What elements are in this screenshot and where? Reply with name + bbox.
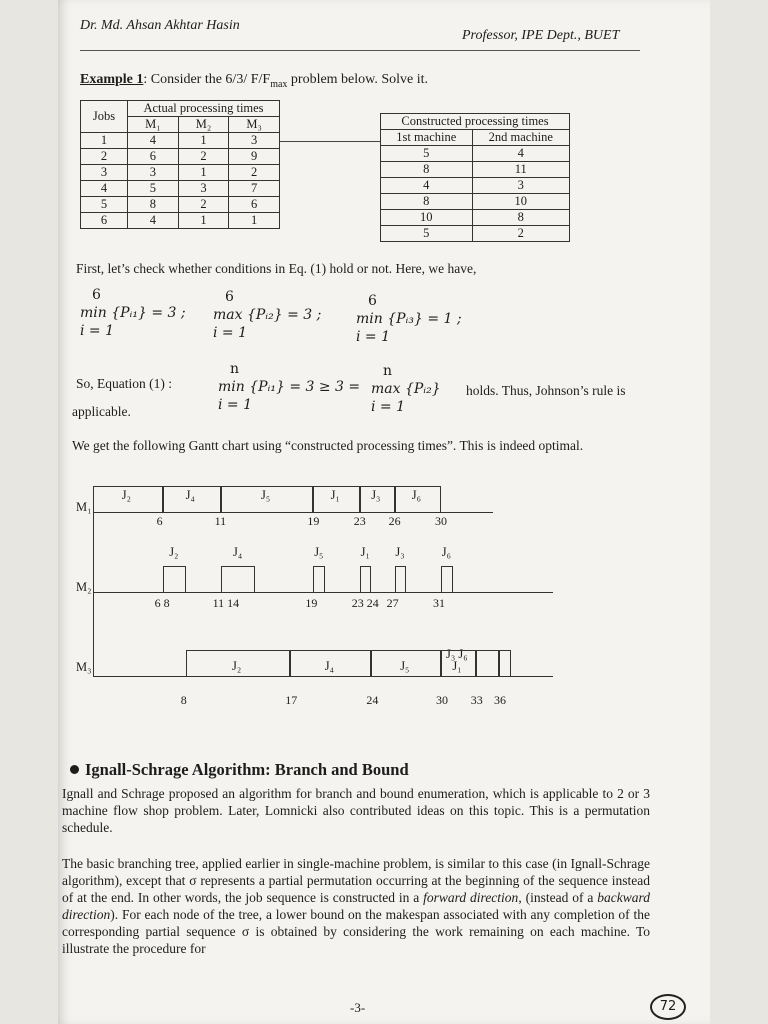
m3-baseline — [93, 676, 553, 677]
table-cell: 3 — [81, 165, 128, 181]
m2-time-tick: 19 — [305, 596, 318, 610]
table-cell: 9 — [229, 149, 280, 165]
m2-job-label: J₁ — [360, 545, 370, 559]
table-row — [381, 226, 570, 242]
table-cell: 3 — [472, 178, 569, 194]
table-cell: 1 — [178, 133, 229, 149]
table-row — [81, 181, 280, 197]
table-cell: 2 — [178, 197, 229, 213]
table-cell: 2 — [81, 149, 128, 165]
header-position: Professor, IPE Dept., BUET — [462, 28, 620, 43]
table-cell: 2 — [229, 165, 280, 181]
m1-time-tick: 19 — [307, 514, 320, 528]
m2-job-bar — [221, 566, 256, 592]
table-cell: 6 — [229, 197, 280, 213]
table-cell: 10 — [472, 194, 569, 210]
m3-job-label: J₅ — [400, 659, 410, 673]
m2-job-label: J₂ — [169, 545, 179, 559]
table-cell: 4 — [81, 181, 128, 197]
m3-job-label: J₁ — [452, 659, 462, 673]
math-eq-right: n max {Pᵢ₂} i = 1 — [371, 363, 441, 415]
table-cell: 2 — [472, 226, 569, 242]
example-label: Example 1 — [80, 72, 144, 87]
m2-time-tick: 23 24 — [351, 596, 379, 610]
m2-job-bar — [441, 566, 453, 592]
m1-time-tick: 30 — [435, 514, 447, 528]
eq-applicable-text: applicable. — [72, 404, 131, 419]
m1-time-tick: 23 — [353, 514, 366, 528]
m2-job-label: J₄ — [233, 545, 243, 559]
table-cell: 8 — [472, 210, 569, 226]
para-branching-tree: The basic branching tree, applied earlier in single-machine problem, is similar to this case (in Ignall-Schrage algorithm), except that σ represents a partial permutation occurring at the beginning of the sequence instead of at the end. In other words, the job sequence is constructed in a forward direction, (instead of a backward direction). For each node of the tree, a lower bound on the makespan associated with any completion of the corresponding partial sequence σ is obtained by considering the work remaining on each machine. To illustrate the procedure for — [62, 856, 650, 956]
header-author: Dr. Md. Ahsan Akhtar Hasin — [80, 18, 240, 33]
table-cell: 4 — [381, 178, 473, 194]
m1-job-label: J₅ — [261, 488, 271, 502]
table-cell: 7 — [229, 181, 280, 197]
col-m3: M₃ — [229, 117, 280, 133]
page-number: -3- — [350, 1000, 366, 1015]
m2-baseline — [93, 592, 553, 593]
table-cell: 3 — [178, 181, 229, 197]
para-gantt-intro: We get the following Gantt chart using “constructed processing times”. This is indeed optimal. — [72, 438, 584, 453]
m2-job-label: J₃ — [395, 545, 405, 559]
table-row — [381, 194, 570, 210]
table-cell: 1 — [178, 213, 229, 229]
table-cell: 2 — [178, 149, 229, 165]
m3-top-labels: J₃ J₆ — [446, 647, 468, 661]
table-cell: 8 — [128, 197, 179, 213]
para-check-conditions: First, let’s check whether conditions in Eq. (1) hold or not. Here, we have, — [76, 261, 477, 276]
table-cell: 4 — [472, 146, 569, 162]
math-max-p2: 6 max {Pᵢ₂} = 3 ; i = 1 — [213, 289, 322, 341]
header-rule — [80, 50, 640, 51]
table-row — [81, 165, 280, 181]
m2-job-bar — [360, 566, 372, 592]
table-row — [81, 133, 280, 149]
table-cell: 1 — [178, 165, 229, 181]
table-cell: 11 — [472, 162, 569, 178]
table-row — [81, 149, 280, 165]
handwritten-page-number: 72 — [650, 994, 686, 1020]
m2-time-tick: 11 14 — [212, 596, 240, 610]
m2-job-bar — [313, 566, 325, 592]
table-row — [81, 213, 280, 229]
eq-so-label: So, Equation (1) : — [76, 376, 172, 391]
table-cell: 1 — [229, 213, 280, 229]
table-row — [381, 178, 570, 194]
table-cell: 10 — [381, 210, 473, 226]
table-cell: 5 — [81, 197, 128, 213]
m2-time-tick: 6 8 — [154, 596, 170, 610]
table-cell: 8 — [381, 194, 473, 210]
example-statement: Example 1: Consider the 6/3/ $F/F_{max}$ problem below. Solve it. — [80, 72, 429, 90]
m1-job-label: J₄ — [185, 488, 195, 502]
table-cell: 3 — [229, 133, 280, 149]
gantt-origin-axis — [93, 500, 94, 676]
m2-job-bar — [395, 566, 407, 592]
table-row — [381, 146, 570, 162]
machine-label-m1: M₁ — [76, 500, 92, 514]
m3-time-tick: 33 — [470, 693, 483, 707]
table-connector-line — [280, 141, 380, 142]
table-cell: 6 — [81, 213, 128, 229]
m1-time-tick: 6 — [156, 514, 163, 528]
m1-time-tick: 11 — [214, 514, 227, 528]
machine-label-m3: M₃ — [76, 660, 92, 674]
m1-time-tick: 26 — [388, 514, 401, 528]
para-ignall-intro: Ignall and Schrage proposed an algorithm for branch and bound enumeration, which is applicable to 2 or 3 machine flow shop problem. Later, Lomnicki also contributed ideas on this topic. This is a permutation schedule. — [62, 786, 650, 835]
machine-label-m2: M₂ — [76, 580, 92, 594]
m3-job-label: J₄ — [324, 659, 335, 673]
math-min-p1: 6 min {Pᵢ₁} = 3 ; i = 1 — [80, 287, 186, 339]
table-cell: 6 — [128, 149, 179, 165]
constructed-times-table — [380, 113, 570, 242]
table-row — [381, 210, 570, 226]
m3-time-tick: 36 — [494, 693, 506, 707]
math-eq-left: n min {Pᵢ₁} = 3 ≥ 3 = i = 1 — [218, 361, 361, 413]
table-cell: 8 — [381, 162, 473, 178]
m1-job-label: J₂ — [121, 488, 132, 502]
m3-job-bar — [499, 650, 511, 676]
math-min-p3: 6 min {Pᵢ₃} = 1 ; i = 1 — [356, 293, 462, 345]
m1-job-label: J₃ — [371, 488, 381, 502]
actual-caption: Actual processing times — [128, 101, 280, 117]
m2-time-tick: 27 — [386, 596, 399, 610]
m3-job-bar — [476, 650, 499, 676]
table-cell: 5 — [128, 181, 179, 197]
m2-job-label: J₅ — [314, 545, 324, 559]
m3-time-tick: 30 — [436, 693, 448, 707]
table-cell: 3 — [128, 165, 179, 181]
section-title: Ignall-Schrage Algorithm: Branch and Bound — [70, 760, 409, 780]
table-cell: 1 — [81, 133, 128, 149]
col-m1: M₁ — [128, 117, 179, 133]
col-jobs: Jobs — [81, 101, 128, 133]
bullet-icon — [70, 765, 79, 774]
m1-job-label: J₆ — [411, 488, 422, 502]
m3-time-tick: 24 — [366, 693, 379, 707]
col-first-machine: 1st machine — [381, 130, 473, 146]
m3-time-tick: 8 — [180, 693, 187, 707]
table-cell: 4 — [128, 133, 179, 149]
m1-baseline — [93, 512, 493, 513]
m1-job-label: J₁ — [330, 488, 340, 502]
constructed-caption: Constructed processing times — [381, 114, 570, 130]
table-row — [381, 162, 570, 178]
m2-time-tick: 31 — [433, 596, 445, 610]
col-second-machine: 2nd machine — [472, 130, 569, 146]
table-cell: 5 — [381, 146, 473, 162]
table-cell: 5 — [381, 226, 473, 242]
m3-time-tick: 17 — [285, 693, 298, 707]
eq-holds-text: holds. Thus, Johnson’s rule is — [466, 383, 626, 398]
actual-times-table — [80, 100, 280, 229]
table-row — [81, 197, 280, 213]
table-cell: 4 — [128, 213, 179, 229]
m2-job-label: J₆ — [441, 545, 452, 559]
m2-job-bar — [163, 566, 186, 592]
col-m2: M₂ — [178, 117, 229, 133]
m3-job-label: J₂ — [232, 659, 242, 673]
